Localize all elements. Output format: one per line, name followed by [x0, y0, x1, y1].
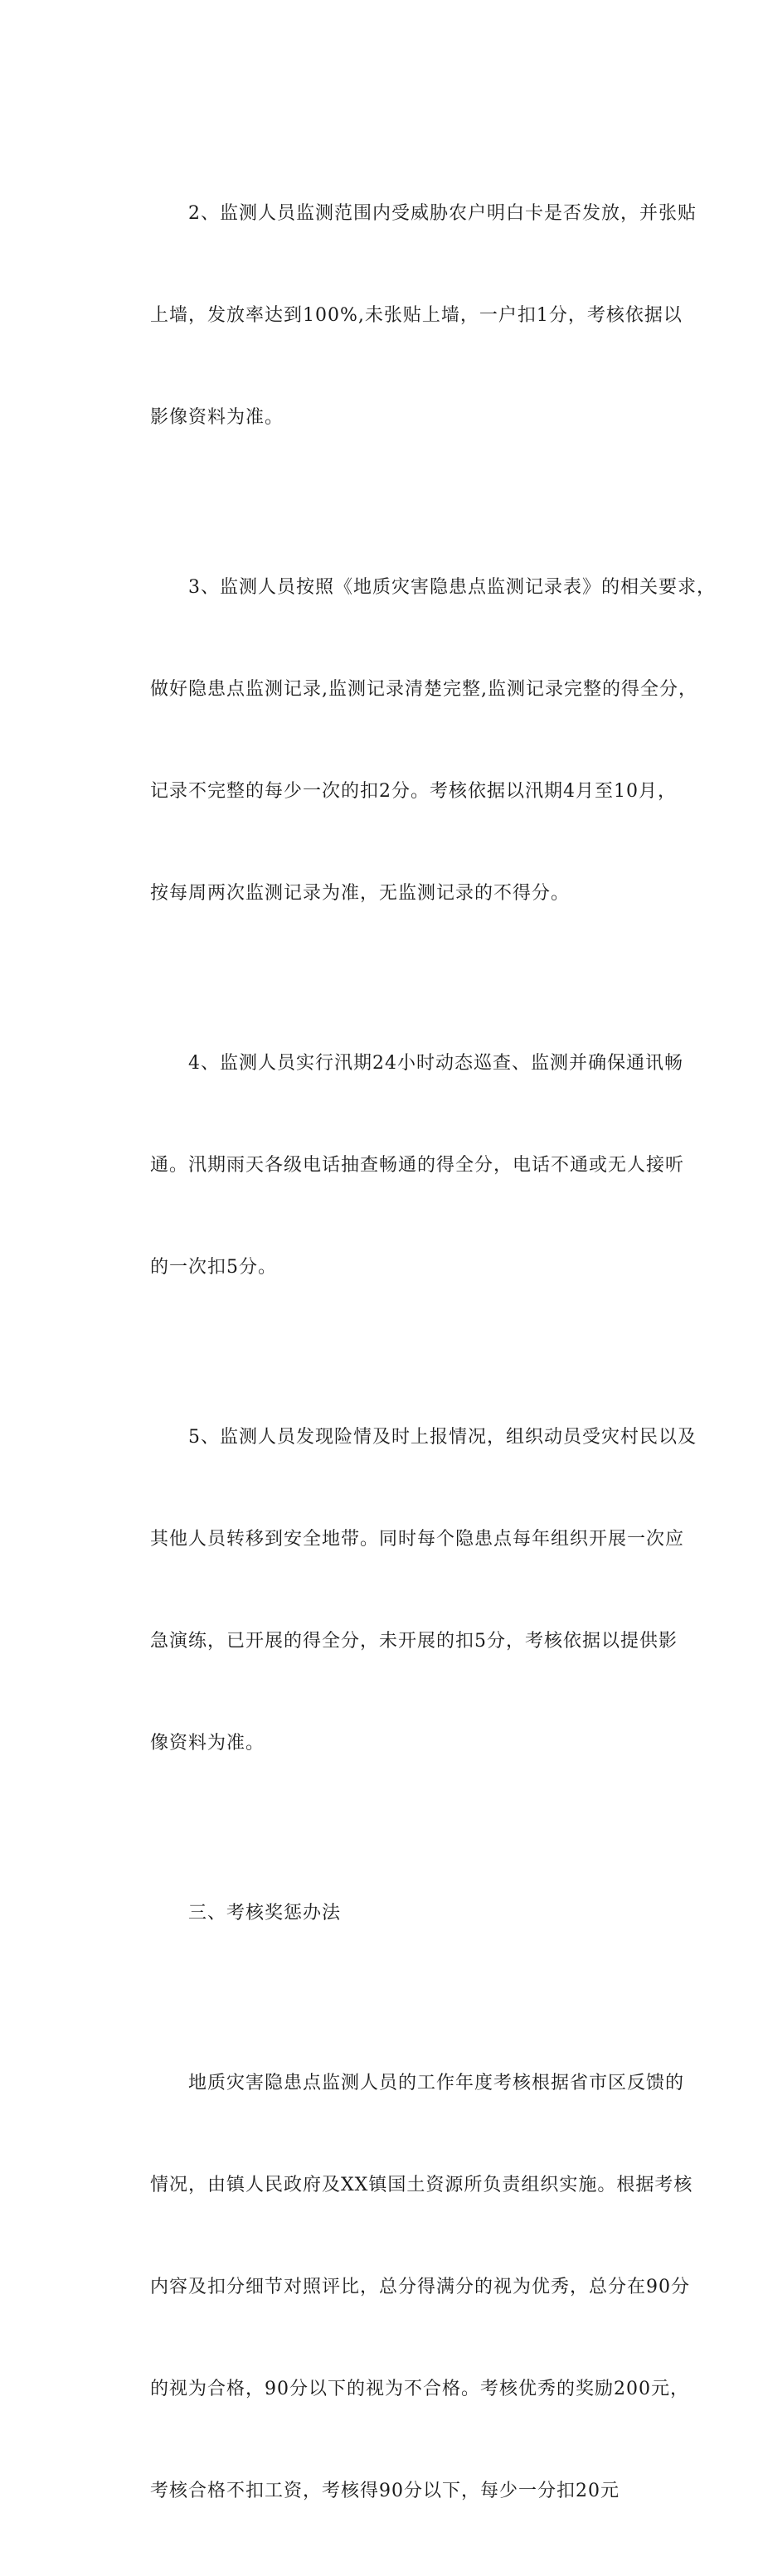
text-line: 情况，由镇人民政府及XX镇国土资源所负责组织实施。根据考核 [150, 2175, 693, 2195]
text-line: 其他人员转移到安全地带。同时每个隐患点每年组织开展一次应 [150, 1529, 685, 1550]
document-body [112, 129, 716, 2576]
text-line: 上墙，发放率达到100%,未张贴上墙，一户扣1分，考核依据以 [150, 305, 683, 326]
paragraph-item-2 [112, 129, 697, 502]
paragraph-assessment [112, 1998, 693, 2576]
heading-text: 三、考核奖惩办法 [188, 1903, 342, 1924]
text-line: 考核合格不扣工资，考核得90分以下，每少一分扣20元 [150, 2481, 620, 2501]
text-line: 急演练，已开展的得全分，未开展的扣5分，考核依据以提供影 [150, 1631, 678, 1652]
text-line: 4、监测人员实行汛期24小时动态巡查、监测并确保通讯畅 [188, 1053, 683, 1074]
text-line: 影像资料为准。 [150, 407, 284, 428]
paragraph-item-4 [112, 978, 685, 1352]
text-line: 通。汛期雨天各级电话抽查畅通的得全分，电话不通或无人接听 [150, 1155, 685, 1176]
text-line: 地质灾害隐患点监测人员的工作年度考核根据省市区反馈的 [188, 2073, 685, 2093]
text-line: 5、监测人员发现险情及时上报情况，组织动员受灾村民以及 [188, 1427, 697, 1448]
section-heading [112, 1828, 653, 1998]
text-line: 记录不完整的每少一次的扣2分。考核依据以汛期4月至10月， [150, 781, 677, 802]
text-line: 像资料为准。 [150, 1733, 265, 1754]
text-line: 的视为合格，90分以下的视为不合格。考核优秀的奖励200元， [150, 2379, 689, 2399]
text-line: 3、监测人员按照《地质灾害隐患点监测记录表》的相关要求， [188, 577, 716, 598]
text-line: 按每周两次监测记录为准，无监测记录的不得分。 [150, 883, 571, 904]
paragraph-item-5 [112, 1352, 697, 1828]
paragraph-item-3 [112, 502, 716, 978]
text-line: 的一次扣5分。 [150, 1257, 277, 1278]
text-line: 做好隐患点监测记录,监测记录清楚完整,监测记录完整的得全分， [150, 679, 697, 700]
text-line: 2、监测人员监测范围内受威胁农户明白卡是否发放，并张贴 [188, 203, 697, 224]
text-line: 内容及扣分细节对照评比，总分得满分的视为优秀，总分在90分 [150, 2277, 690, 2297]
